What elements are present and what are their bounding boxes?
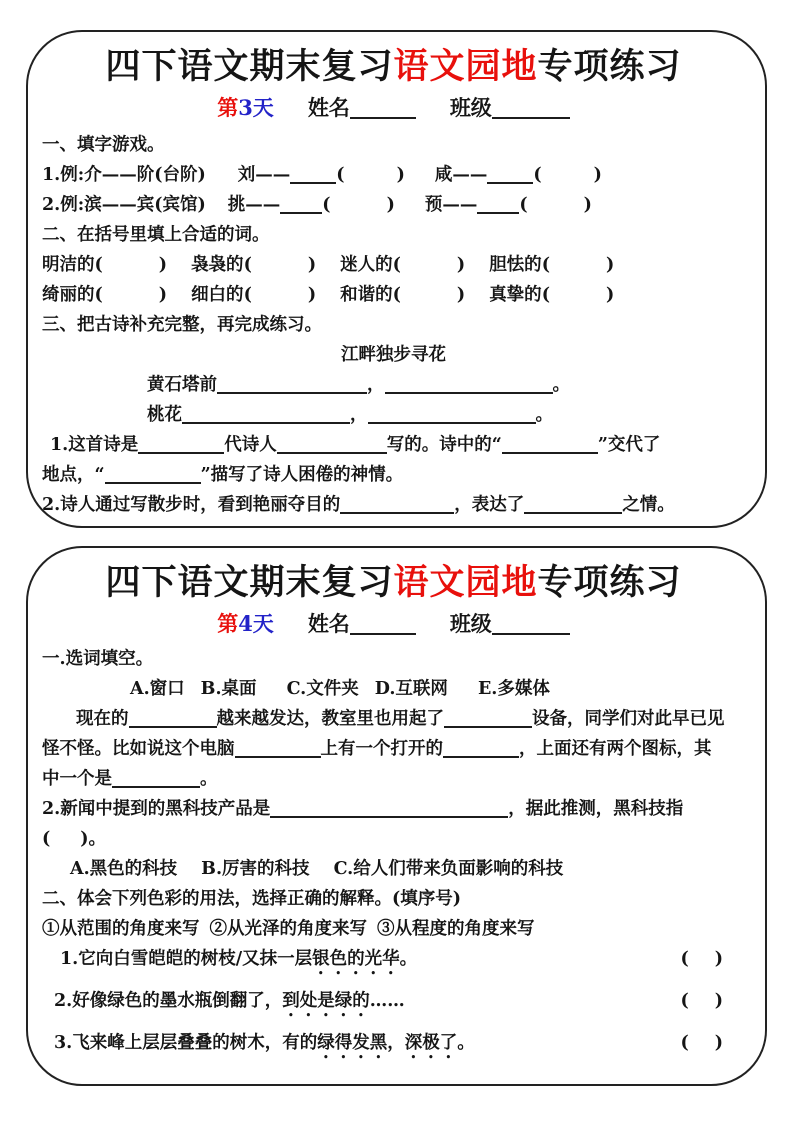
line-content [341, 340, 446, 370]
text-segment: 2.例:滨——宾(宾馆) [42, 195, 206, 215]
text-segment: 地点，“ [42, 465, 105, 485]
choices-line [42, 854, 745, 884]
line-content [76, 704, 725, 734]
text-segment: ，上面还有两个图标，其 [519, 739, 712, 759]
text-segment: 细白的 [191, 285, 244, 305]
answer-parentheses: ( ) [541, 255, 615, 275]
text-segment: ) [714, 991, 723, 1011]
text-segment: 1.它向白雪皑皑的树枝/又抹一层 [60, 949, 313, 969]
fill-in-blank [502, 437, 598, 455]
line-content [70, 854, 563, 884]
text-segment: 2.诗人通过写散步时，看到艳丽夺目的 [42, 495, 341, 515]
line-content [42, 794, 683, 824]
line-content [105, 44, 681, 90]
answer-parentheses: ( ) [94, 255, 168, 275]
line-content [217, 91, 570, 124]
text-segment: 专项练习 [537, 562, 682, 603]
text-segment: 一.选词填空。 [42, 649, 154, 669]
legend-line [42, 914, 745, 944]
emphasized-text: 绿得发黑 [317, 1033, 388, 1053]
text-segment: 刘—— [237, 165, 291, 185]
text-segment: 代诗人 [224, 435, 277, 455]
line-content [42, 190, 592, 220]
line-content [42, 914, 535, 944]
exercise-line [42, 250, 745, 280]
text-segment: ，表达了 [454, 495, 525, 515]
text-segment: 。 [552, 375, 570, 395]
text-segment: 3天 [238, 95, 274, 120]
text-segment: 江畔独步寻花 [341, 345, 446, 365]
text-segment: 设备，同学们对此早已见 [532, 709, 725, 729]
text-segment: 3.飞来峰上层层叠叠的树木，有的 [54, 1033, 318, 1053]
line-content [42, 250, 614, 280]
question-line [42, 794, 745, 824]
answer-parentheses: ( ) [94, 285, 168, 305]
text-segment: 第 [217, 95, 239, 120]
fill-in-blank [444, 711, 532, 729]
section-2-heading [42, 220, 745, 250]
answer-parentheses: ( ) [533, 165, 602, 185]
text-segment: 越来越发达，教室里也用起了 [216, 709, 444, 729]
answer-parentheses: ( ) [243, 255, 317, 275]
fill-in-blank [350, 98, 416, 119]
text-segment: 1.例:介——阶(台阶) [42, 165, 206, 185]
fill-in-blank [443, 741, 519, 759]
poem-line [42, 400, 745, 430]
fill-in-blank [129, 711, 217, 729]
text-segment: C.给人们带来负面影响的科技 [333, 859, 564, 879]
fill-in-blank [235, 741, 321, 759]
text-segment: 专项练习 [537, 46, 682, 87]
line-content [42, 490, 675, 520]
text-segment: ， [387, 1033, 405, 1053]
text-segment: 第 [217, 611, 239, 636]
text-segment: ”交代了 [597, 435, 661, 455]
text-segment: 明洁的 [42, 255, 95, 275]
day-name-class-line [42, 607, 745, 640]
question-line [42, 490, 745, 520]
text-segment: 1.这首诗是 [50, 435, 139, 455]
text-segment: E.多媒体 [477, 679, 550, 699]
emphasized-text: 银色的光华 [312, 949, 400, 969]
exercise-line [42, 280, 745, 310]
line-content [60, 944, 417, 979]
section-1-heading [42, 644, 745, 674]
text-segment: 之情。 [622, 495, 675, 515]
line-content [42, 884, 461, 914]
text-segment: 。 [399, 949, 418, 969]
word-bank-line [42, 674, 745, 704]
question-line [42, 460, 745, 490]
text-segment: 班级 [449, 611, 492, 636]
cloze-line [42, 764, 745, 794]
sentence-line [42, 1028, 745, 1063]
line-content [130, 674, 550, 704]
text-segment: ( [42, 829, 51, 849]
line-content [50, 430, 660, 460]
fill-in-blank [270, 801, 508, 819]
line-content [42, 160, 602, 190]
fill-in-blank [477, 197, 519, 215]
answer-parentheses: ( ) [519, 195, 592, 215]
text-segment: ，据此推测，黑科技指 [508, 799, 684, 819]
line-content [42, 310, 322, 340]
text-segment: ①从范围的角度来写 [42, 919, 200, 939]
text-segment: 黄石塔前 [147, 375, 217, 395]
line-content [42, 734, 712, 764]
text-segment: 三、把古诗补充完整，再完成练习。 [42, 315, 322, 335]
line-content [42, 460, 403, 490]
text-segment: 中一个是 [42, 769, 112, 789]
fill-in-blank [280, 197, 322, 215]
fill-in-blank [492, 614, 570, 635]
text-segment: A.窗口 [130, 679, 185, 699]
text-segment: 2.好像绿色的墨水瓶倒翻了， [54, 991, 283, 1011]
text-segment: 挑—— [227, 195, 281, 215]
poem-title [42, 340, 745, 370]
fill-in-blank [277, 437, 387, 455]
text-segment: ， [367, 375, 385, 395]
emphasized-text: 深极了 [404, 1033, 458, 1053]
answer-parentheses-right [680, 986, 723, 1016]
poem-line [42, 370, 745, 400]
text-segment: 上有一个打开的 [320, 739, 443, 759]
sentence-line [42, 986, 745, 1021]
fill-in-blank [368, 407, 536, 425]
line-content [42, 220, 270, 250]
text-segment: A.黑色的科技 [70, 859, 178, 879]
text-segment: ) [714, 1033, 723, 1053]
text-segment: 真挚的 [489, 285, 542, 305]
answer-parentheses: ( ) [541, 285, 615, 305]
text-segment: 四下语文期末复习 [105, 46, 394, 87]
line-content [217, 607, 570, 640]
fill-in-blank [217, 377, 367, 395]
worksheet-panel-day-3 [26, 30, 767, 528]
line-content [42, 130, 165, 160]
text-segment: 预—— [424, 195, 478, 215]
text-segment: 四下语文期末复习 [105, 562, 394, 603]
section-2-heading [42, 884, 745, 914]
text-segment: ( [680, 1033, 689, 1053]
text-segment: 怪不怪。比如说这个电脑 [42, 739, 235, 759]
text-segment: 4天 [238, 611, 274, 636]
line-content [42, 644, 153, 674]
fill-in-blank [350, 614, 416, 635]
fill-in-blank [340, 497, 454, 515]
fill-in-blank [182, 407, 350, 425]
day-name-class-line [42, 91, 745, 124]
question-line [42, 430, 745, 460]
text-segment: 姓名 [307, 611, 350, 636]
line-content [147, 400, 553, 430]
text-segment: 班级 [449, 95, 492, 120]
text-segment: 姓名 [307, 95, 350, 120]
cloze-line [42, 704, 745, 734]
answer-parentheses-right [680, 1028, 723, 1058]
text-segment: 和谐的 [340, 285, 393, 305]
worksheet-panel-day-4 [26, 546, 767, 1086]
text-segment: ”描写了诗人困倦的神情。 [200, 465, 404, 485]
text-segment: 桃花 [147, 405, 182, 425]
cloze-line [42, 734, 745, 764]
line-content [42, 764, 218, 794]
text-segment: D.互联网 [374, 679, 448, 699]
section-3-heading [42, 310, 745, 340]
text-segment: ( [680, 949, 689, 969]
line-content [147, 370, 570, 400]
text-segment: ( [680, 991, 689, 1011]
text-segment: ③从程度的角度来写 [377, 919, 535, 939]
text-segment: 。 [200, 769, 218, 789]
section-1-heading [42, 130, 745, 160]
text-segment: 2.新闻中提到的黑科技产品是 [42, 799, 271, 819]
text-segment: 语文园地 [393, 562, 538, 603]
text-segment: 迷人的 [340, 255, 393, 275]
sentence-line [42, 944, 745, 979]
fill-in-blank [112, 771, 200, 789]
fill-in-blank [105, 467, 201, 485]
text-segment: 。 [457, 1033, 475, 1053]
answer-parentheses: ( ) [322, 195, 395, 215]
text-segment: 绮丽的 [42, 285, 95, 305]
fill-in-blank [487, 167, 533, 185]
text-segment: …… [369, 991, 405, 1011]
worksheet-title [42, 44, 745, 90]
line-content [54, 1028, 475, 1063]
text-segment: C.文件夹 [286, 679, 359, 699]
text-segment: 二、体会下列色彩的用法，选择正确的解释。(填序号) [42, 889, 462, 909]
text-segment: 胆怯的 [489, 255, 542, 275]
fill-in-blank [138, 437, 224, 455]
fill-in-blank [385, 377, 553, 395]
line-content [54, 986, 405, 1021]
text-segment: 语文园地 [393, 46, 538, 87]
answer-parentheses: ( ) [336, 165, 405, 185]
text-segment: ②从光泽的角度来写 [209, 919, 367, 939]
answer-parentheses: ( ) [392, 255, 466, 275]
line-content [105, 560, 681, 606]
answer-parentheses: ( ) [243, 285, 317, 305]
fill-in-blank [290, 167, 336, 185]
answer-parentheses-right [680, 944, 723, 974]
text-segment: 写的。诗中的“ [386, 435, 502, 455]
emphasized-text: 到处是绿的 [282, 991, 370, 1011]
text-segment: 现在的 [76, 709, 129, 729]
exercise-line [42, 190, 745, 220]
text-segment: 袅袅的 [191, 255, 244, 275]
text-segment: B.厉害的科技 [201, 859, 310, 879]
text-segment: 。 [535, 405, 553, 425]
fill-in-blank [524, 497, 622, 515]
line-content [42, 824, 106, 854]
line-content [42, 280, 614, 310]
exercise-line [42, 160, 745, 190]
text-segment: ) [714, 949, 723, 969]
worksheet-title [42, 560, 745, 606]
text-segment: ， [350, 405, 368, 425]
answer-parentheses: ( ) [392, 285, 466, 305]
fill-in-blank [492, 98, 570, 119]
text-segment: )。 [80, 829, 107, 849]
text-segment: 咸—— [434, 165, 488, 185]
question-line [42, 824, 745, 854]
text-segment: B.桌面 [200, 679, 257, 699]
text-segment: 一、填字游戏。 [42, 135, 165, 155]
text-segment: 二、在括号里填上合适的词。 [42, 225, 270, 245]
